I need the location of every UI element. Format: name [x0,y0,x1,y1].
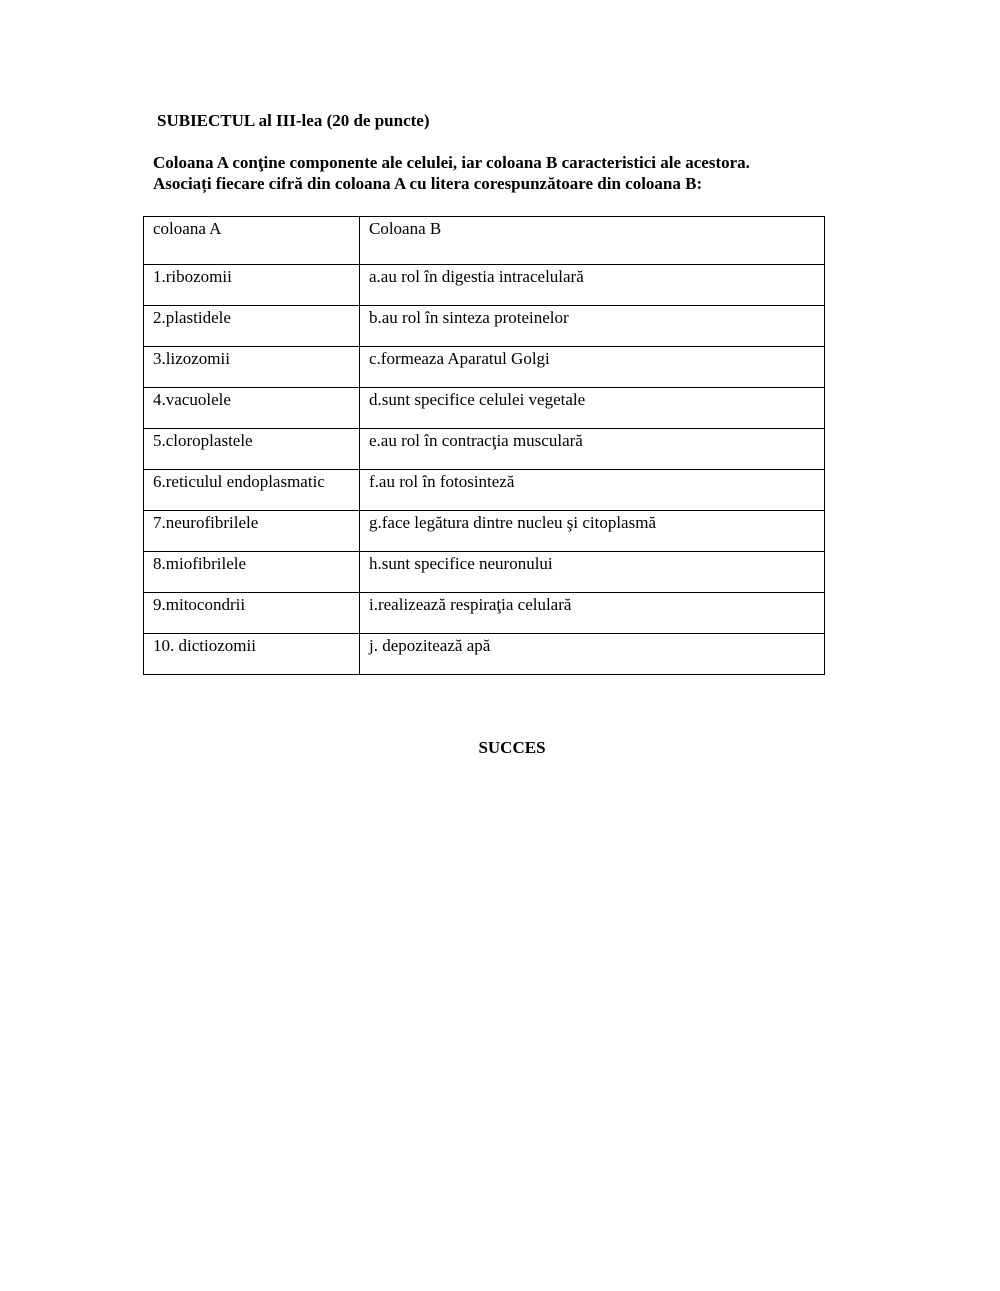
column-b-cell: e.au rol în contracţia musculară [360,429,825,470]
column-a-cell: 2.plastidele [144,306,360,347]
column-a-cell: 7.neurofibrilele [144,511,360,552]
page-title: SUBIECTUL al III-lea (20 de puncte) [157,111,430,130]
table-row [144,634,825,675]
table-header-row [144,217,825,265]
table-row [144,306,825,347]
table-row [144,429,825,470]
table-row [144,552,825,593]
instructions-line-1: Coloana A conţine componente ale celulei, iar coloana B caracteristici ale acestora. [153,153,750,172]
column-b-cell: d.sunt specifice celulei vegetale [360,388,825,429]
column-b-cell: c.formeaza Aparatul Golgi [360,347,825,388]
table-row [144,511,825,552]
column-b-cell: f.au rol în fotosinteză [360,470,825,511]
column-a-cell: 9.mitocondrii [144,593,360,634]
column-b-cell: g.face legătura dintre nucleu şi citoplasmă [360,511,825,552]
column-a-cell: 1.ribozomii [144,265,360,306]
table-row [144,593,825,634]
instructions-line-2: Asociați fiecare cifră din coloana A cu litera corespunzătoare din coloana B: [153,174,703,193]
table-row [144,265,825,306]
column-a-cell: 10. dictiozomii [144,634,360,675]
column-b-cell: a.au rol în digestia intracelulară [360,265,825,306]
column-a-cell: 5.cloroplastele [144,429,360,470]
column-a-cell: 6.reticulul endoplasmatic [144,470,360,511]
column-a-cell: 4.vacuolele [144,388,360,429]
column-a-cell: 3.lizozomii [144,347,360,388]
column-b-cell: h.sunt specifice neuronului [360,552,825,593]
column-b-cell: i.realizează respiraţia celulară [360,593,825,634]
column-b-cell: b.au rol în sinteza proteinelor [360,306,825,347]
matching-table [143,216,825,675]
column-b-cell: j. depozitează apă [360,634,825,675]
column-a-header: coloana A [144,217,360,265]
table-row [144,388,825,429]
instructions [153,152,750,194]
closing-text: SUCCES [478,738,546,757]
table-row [144,347,825,388]
table-row [144,470,825,511]
column-b-header: Coloana B [360,217,825,265]
column-a-cell: 8.miofibrilele [144,552,360,593]
